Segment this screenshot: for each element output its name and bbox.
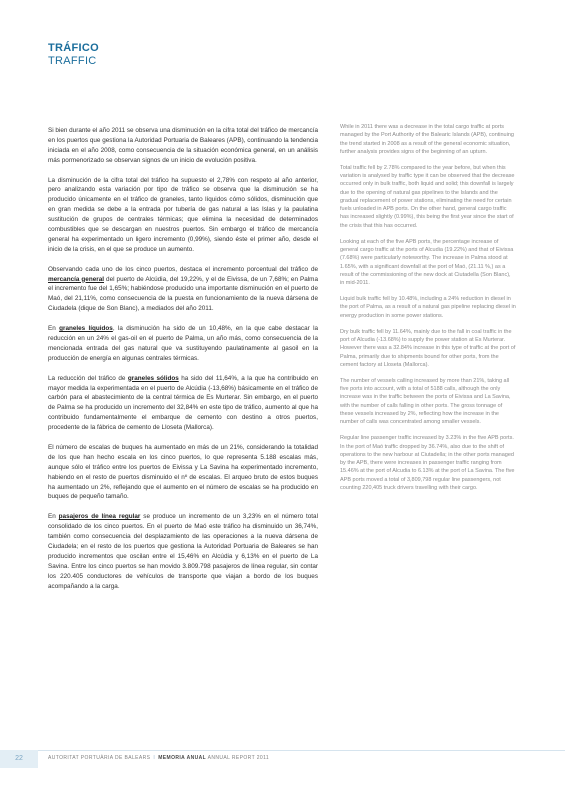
footer-report-bold: MEMORIA ANUAL (158, 755, 207, 761)
paragraph-en-6: The number of vessels calling increased by more than 21%, taking all five ports into account, with a total of 5188 calls, although the only increase was in the traffic between the ports of Eivissa and La Savina, with the number of calls falling in other ports. The gross tonnage of these vessels increased by 2%, reflecting how the increase in the number of calls was concentrated among smaller vessels. (340, 377, 511, 426)
paragraph-es-3-a: Observando cada uno de los cinco puertos, destaca el incremento porcentual del tráfico de (48, 265, 318, 273)
term-graneles-solidos: graneles sólidos (127, 374, 179, 382)
section-title-spanish: TRÁFICO (48, 42, 99, 54)
footer-caption (48, 755, 269, 761)
paragraph-es-4-c: , la disminución ha sido de un 10,48%, en la que cabe destacar la reducción en un 24% el gas-oil en el puerto de Palma, un año más, como consecuencia de la mencionada entrada del gas natural que va sustituyendo paulatinamente al gasoil en la producción de energía en algunas centrales térmicas. (48, 325, 319, 362)
paragraph-es-3 (48, 265, 318, 315)
paragraph-en-4: Liquid bulk traffic fell by 10.48%, including a 24% reduction in diesel in the port of Palma, as a result of a natural gas pipeline replacing diesel in energy production in some power stations. (340, 296, 516, 319)
paragraph-en-7: Regular line passenger traffic increased by 3.23% in the five APB ports. In the port of Maó traffic dropped by 36.74%, also due to the shift of operations to the new harbour at Ciutadella; in the other ports managed by the APB, there were increases in passenger traffic ranging from 15.46% at the port of Alcudia to 6.13% at the port of La Savina. The five APB ports moved a total of 3,809,798 regular line passengers, not counting 220,405 truck drivers travelling with their cargo. (340, 435, 515, 491)
paragraph-en-3: Looking at each of the five APB ports, the percentage increase of general cargo traffic at the ports of Alcudia (19.22%) and that of Eivissa (7.68%) were particularly noteworthy. The increase in Palma stood at 1.65%, with a significant downfall at the port of Maó, (21.11 %,) as a result of the commissioning of the new dock at Ciutadella (Son Blanc), in mid-2011. (340, 238, 514, 287)
paragraph-es-2: La disminución de la cifra total del tráfico ha supuesto el 2,78% con respeto al año anterior, pero analizando esta variación por tipo de tráfico se observa que la disminución se ha producido únicamente en el tráfico de graneles, tanto líquidos cómo sólidos, disminución que en gran medida se debe a la entrada por tubería de gas natural a las Islas y la paulatina sustitución de grupos de centrales térmicas; que elimina la necesidad de determinados combustibles que se descargan en nuestros puertos. Sin embargo el tráfico de mercancía general ha experimentado un ligero incremento (0,99%), siendo éste el primer año, desde el inicio de la crisis, en el que se produce un aumento. (48, 176, 318, 253)
paragraph-en-5: Dry bulk traffic fell by 11.64%, mainly due to the fall in coal traffic in the port of Alcudia (-13.68%) to supply the power station at Es Murterar. However there was a 32.84% increase in this type of traffic at the port of Palma, primarily due to shipments bound for other ports, from the cement factory at Lloseta (Mallorca). (340, 328, 516, 368)
section-header (48, 42, 99, 68)
paragraph-es-4 (48, 324, 318, 364)
footer-separator: I (153, 755, 156, 761)
paragraph-es-5 (48, 374, 318, 433)
page-number: 22 (0, 750, 38, 768)
term-mercancia-general: mercancía general (48, 275, 104, 283)
page-footer (0, 750, 565, 770)
paragraph-es-7-a: En (48, 513, 59, 521)
term-graneles-liquidos: graneles líquidos (59, 325, 113, 333)
paragraph-es-7 (48, 512, 318, 591)
section-title-english: TRAFFIC (48, 55, 97, 67)
footer-report-rest: ANNUAL REPORT 2011 (207, 755, 270, 761)
paragraph-en-2: Total traffic fell by 2.78% compared to the year before, but when this variation is analysed by traffic type it can be observed that the decrease occurred only in bulk traffic, both liquid and solid; this downfall is largely due to the opening of natural gas pipelines to the Islands and the gradual replacement of power stations, eliminating the need for certain fuels unloaded in APB ports. On the other hand, general cargo traffic has increased slightly (0.99%), this being the first year since the start of the crisis that this has occurred. (340, 164, 515, 229)
paragraph-en-1: While in 2011 there was a decrease in the total cargo traffic at ports managed by the Port Authority of the Balearic Islands (APB), continuing the trend started in 2008 as a result of the general economic situation, further analysis provides signs of the beginning of an upturn. (340, 124, 514, 155)
footer-org: AUTORITAT PORTUÀRIA DE BALEARS (48, 755, 151, 761)
paragraph-es-3-c: del puerto de Alcúdia, del 19,22%, y el de Eivissa, de un 7,68%; en Palma el incremento fue del 1,65%; habiéndose producido una importante disminución en el puerto de Maó, del 21,11%, como consecuencia de la puesta en funcionamiento de la nueva dársena de Ciudadela (dique de Son Blanc), a mediados del año 2011. (48, 275, 318, 313)
paragraph-es-7-c: se produce un incremento de un 3,23% en el número total consolidado de los cinco puertos. En el puerto de Maó este tráfico ha disminuido un 36,74%, también como consecuencia del desplazamiento de las operaciones a la nueva dársena de Ciudadela; en el resto de los puertos que gestiona la Autoridad Portuaria de Baleares se han producido incrementos que oscilan entre el 15,46% en Alcúdia y 6,13% en el puerto de La Savina. Entre los cinco puertos se han movido 3.809.798 pasajeros de línea regular, sin contar los 220.405 conductores de vehículos de transporte que viajan a bordo de los buques acompañando a la carga. (48, 513, 318, 590)
paragraph-es-6: El número de escalas de buques ha aumentado en más de un 21%, considerando la totalidad de los que han hecho escala en los cinco puertos, lo que representa 5.188 escalas más, aunque sólo el tráfico entre los puertos de Eivissa y La Savina ha experimentado incremento, habiendo en el resto de puertos disminuido el nº de escalas. El arqueo bruto de estos buques ha aumentado un 2%, reflejando que el aumento en el número de escalas se ha producido en buques de pequeño tamaño. (48, 443, 318, 501)
english-text-column (340, 123, 516, 500)
paragraph-es-5-a: La reducción del tráfico de (48, 374, 128, 382)
paragraph-es-1: Si bien durante el año 2011 se observa una disminución en la cifra total del tráfico de mercancía en los puertos que gestiona la Autoridad Portuaria de Baleares (APB), continuando la tendencia iniciada en el año 2008, como consecuencia de la situación económica general, en un análisis más pormenorizado se observan signos de un inicio de evolución positiva. (48, 127, 319, 164)
paragraph-es-5-c: ha sido del 11,64%, a la que ha contribuido en mayor medida la experimentada en el puerto de Alcúdia (-13,68%) básicamente en el tráfico de carbón para el abastecimiento de la central térmica de Es Murterar. Sin embargo, en el puerto de Palma se ha producido un incremento del 32,84% en este tipo de tráfico, aumento al que ha contribuido fundamentalmente el embarque de cemento con destino a otros puertos, procedente de la fábrica de cemento de Lloseta (Mallorca). (48, 374, 319, 432)
paragraph-es-4-a: En (48, 325, 60, 333)
term-pasajeros-linea-regular: pasajeros de línea regular (58, 513, 141, 521)
spanish-text-column (48, 126, 318, 601)
